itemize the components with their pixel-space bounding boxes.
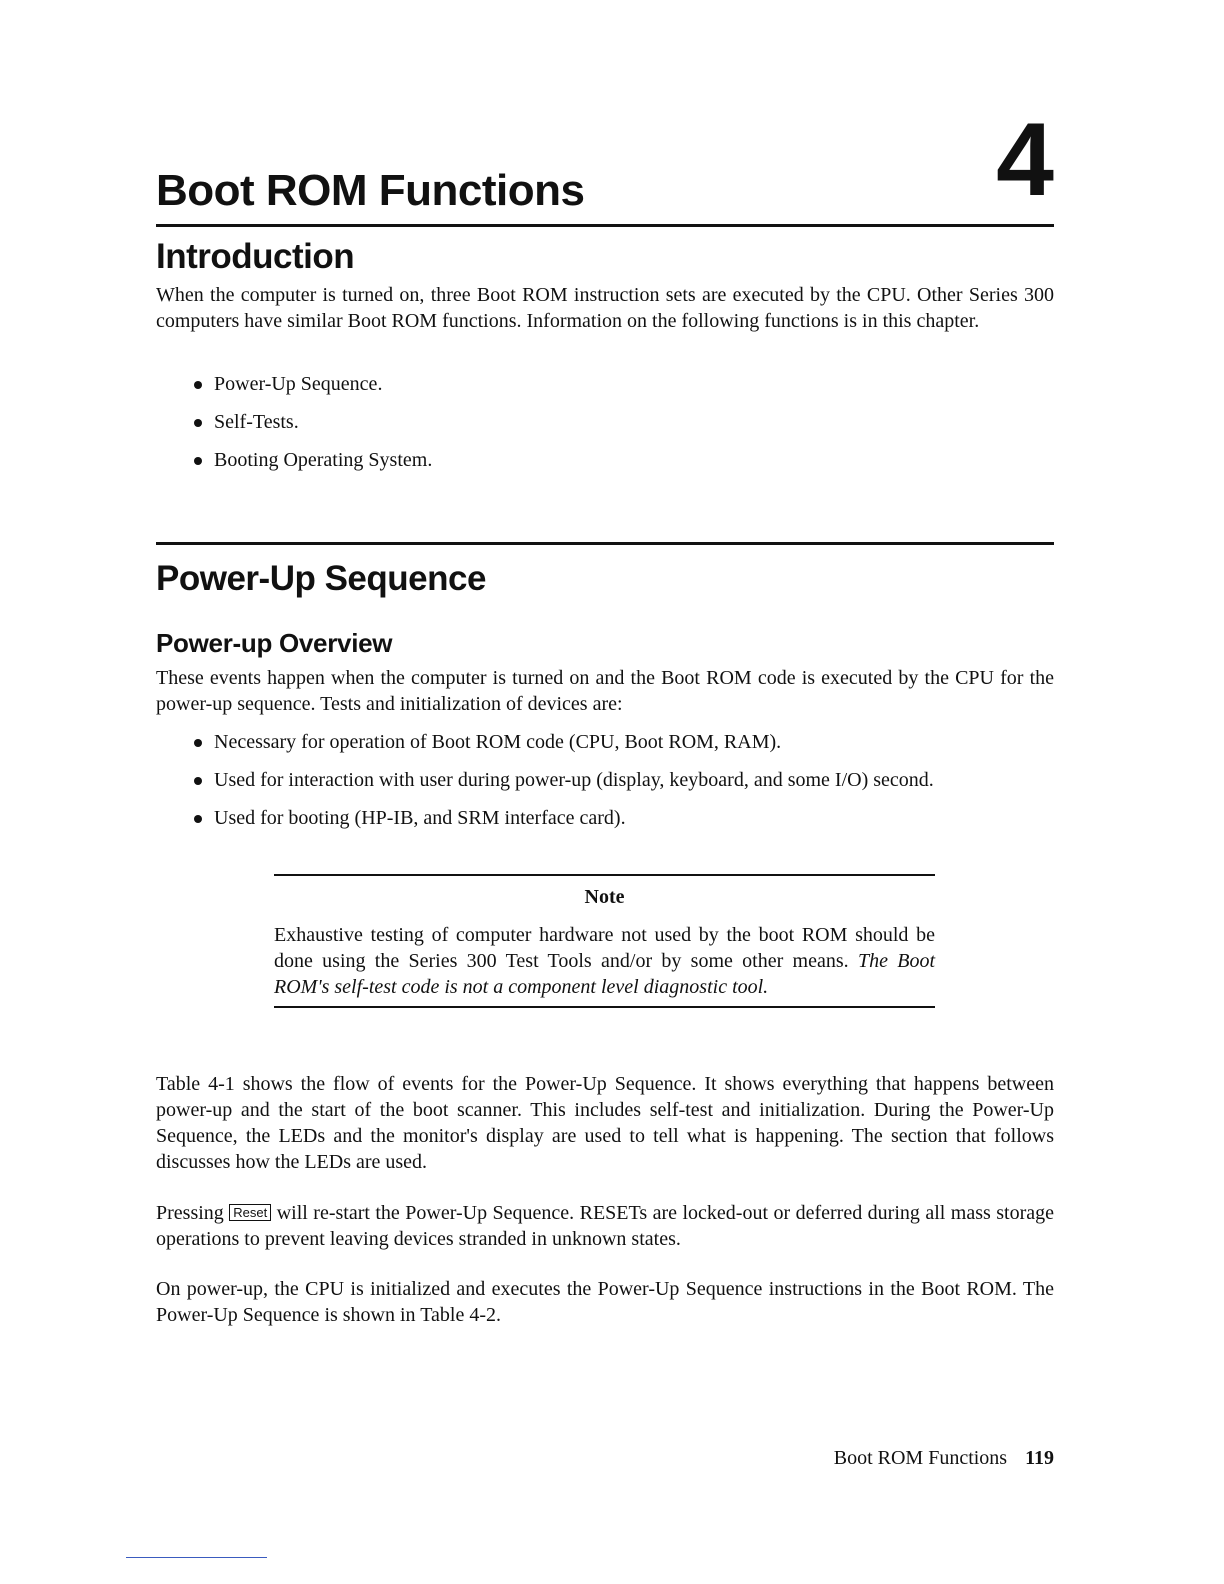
list-item	[192, 805, 934, 843]
list-item	[192, 729, 934, 767]
note-text	[274, 922, 935, 1000]
chapter-header	[156, 102, 1054, 227]
introduction-paragraph: When the computer is turned on, three Boot ROM instruction sets are executed by the CPU. Other Series 300 computers have similar Boot ROM functions. Information on the following functions is in this chapter.	[156, 284, 1054, 332]
section-divider	[156, 542, 1054, 545]
list-item-text: Used for interaction with user during power-up (display, keyboard, and some I/O) second.	[214, 769, 934, 791]
note-text-plain: Exhaustive testing of computer hardware not used by the boot ROM should be done using the Series 300 Test Tools and/or by some other means.	[274, 924, 935, 972]
table-reference-paragraph: Table 4-1 shows the flow of events for the Power-Up Sequence. It shows everything that happens between power-up and the start of the boot scanner. This includes self-test and initialization. During the Power-Up Sequence, the LEDs and the monitor's display are used to tell what is happening. The section that follows discusses how the LEDs are used.	[156, 1073, 1054, 1173]
power-up-bullet-list	[192, 729, 934, 843]
bullet-icon	[194, 457, 202, 465]
cpu-paragraph: On power-up, the CPU is initialized and executes the Power-Up Sequence instructions in the Boot ROM. The Power-Up Sequence is shown in Table 4-2.	[156, 1278, 1054, 1326]
page-footer	[834, 1447, 1054, 1470]
introduction-heading: Introduction	[156, 237, 355, 276]
note-text-italic: The Boot ROM's self-test code is not a component level diagnostic tool.	[274, 950, 936, 998]
bullet-icon	[194, 381, 202, 389]
list-item	[192, 371, 432, 409]
document-page	[156, 0, 1054, 1584]
reset-paragraph	[156, 1200, 1054, 1252]
note-title: Note	[584, 886, 625, 908]
power-up-sequence-heading: Power-Up Sequence	[156, 559, 486, 598]
bullet-icon	[194, 777, 202, 785]
footnote-rule	[126, 1557, 267, 1558]
reset-text-after: will re-start the Power-Up Sequence. RESETs are locked-out or deferred during all mass storage operations to prevent leaving devices stranded in unknown states.	[156, 1202, 1055, 1250]
chapter-number: 4	[996, 102, 1054, 218]
bullet-icon	[194, 419, 202, 427]
list-item-text: Power-Up Sequence.	[214, 373, 383, 395]
bullet-icon	[194, 815, 202, 823]
list-item-text: Booting Operating System.	[214, 449, 433, 471]
power-up-overview-paragraph: These events happen when the computer is turned on and the Boot ROM code is executed by the CPU for the power-up sequence. Tests and initialization of devices are:	[156, 667, 1054, 715]
list-item-text: Self-Tests.	[214, 411, 299, 433]
bullet-icon	[194, 739, 202, 747]
chapter-title: Boot ROM Functions	[156, 166, 585, 215]
list-item-text: Necessary for operation of Boot ROM code (CPU, Boot ROM, RAM).	[214, 731, 782, 753]
list-item	[192, 447, 432, 485]
reset-text-before: Pressing	[156, 1202, 224, 1224]
reset-key-icon: Reset	[229, 1204, 271, 1221]
introduction-bullet-list	[192, 371, 432, 485]
list-item-text: Used for booting (HP-IB, and SRM interface card).	[214, 807, 626, 829]
power-up-overview-heading: Power-up Overview	[156, 628, 393, 658]
page-number: 119	[1025, 1447, 1054, 1469]
note-box	[274, 874, 935, 1008]
list-item	[192, 767, 934, 805]
footer-title: Boot ROM Functions	[833, 1447, 1008, 1469]
list-item	[192, 409, 432, 447]
